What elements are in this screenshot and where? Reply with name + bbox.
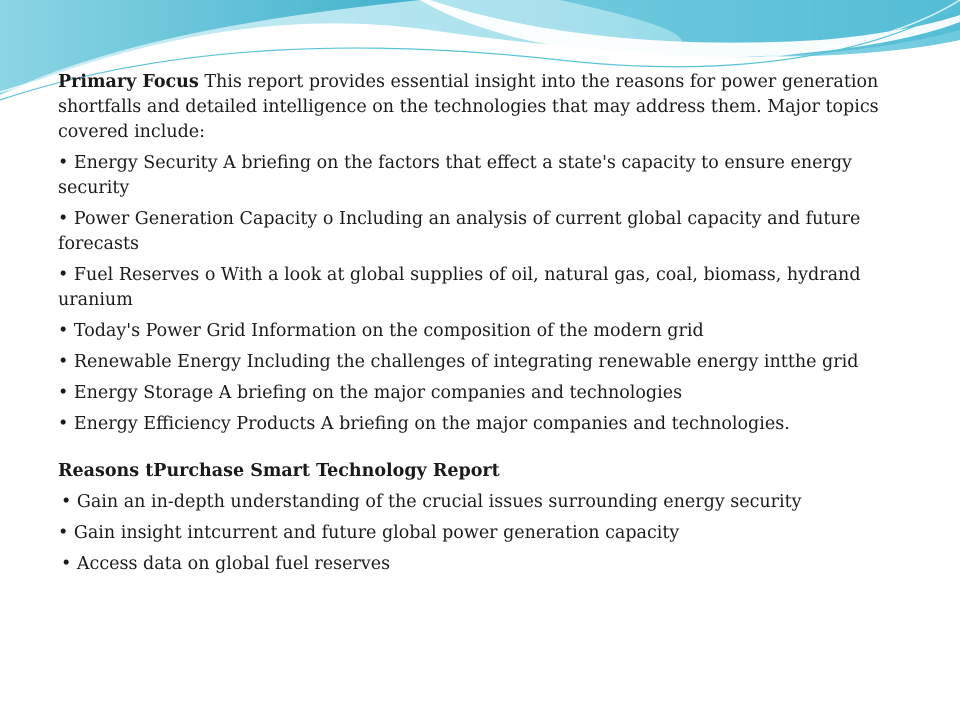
topic-item: • Energy Efficiency Products A briefing on the major companies and technologies. (58, 414, 790, 434)
intro-paragraph (58, 70, 908, 145)
report-content (58, 70, 908, 583)
reason-item: • Gain insight intcurrent and future global power generation capacity (58, 523, 680, 543)
topic-item: • Renewable Energy Including the challenges of integrating renewable energy intthe grid (58, 352, 859, 372)
topic-item: • Energy Storage A briefing on the major companies and technologies (58, 383, 683, 403)
topic-item: • Energy Security A briefing on the factors that effect a state's capacity to ensure energy security (58, 153, 852, 198)
reasons-heading: Reasons tPurchase Smart Technology Report (58, 461, 500, 481)
topic-item: • Today's Power Grid Information on the composition of the modern grid (58, 321, 704, 341)
intro-text: This report provides essential insight into the reasons for power generation shortfalls and detailed intelligence on the technologies that may address them. Major topics covered include: (58, 72, 879, 142)
reason-item: • Gain an in-depth understanding of the crucial issues surrounding energy security (61, 492, 802, 512)
topic-item: • Fuel Reserves o With a look at global supplies of oil, natural gas, coal, biomass, hydrand uranium (58, 265, 861, 310)
reason-item: • Access data on global fuel reserves (61, 554, 391, 574)
intro-heading: Primary Focus (58, 72, 199, 92)
topic-item: • Power Generation Capacity o Including an analysis of current global capacity and future forecasts (58, 209, 861, 254)
